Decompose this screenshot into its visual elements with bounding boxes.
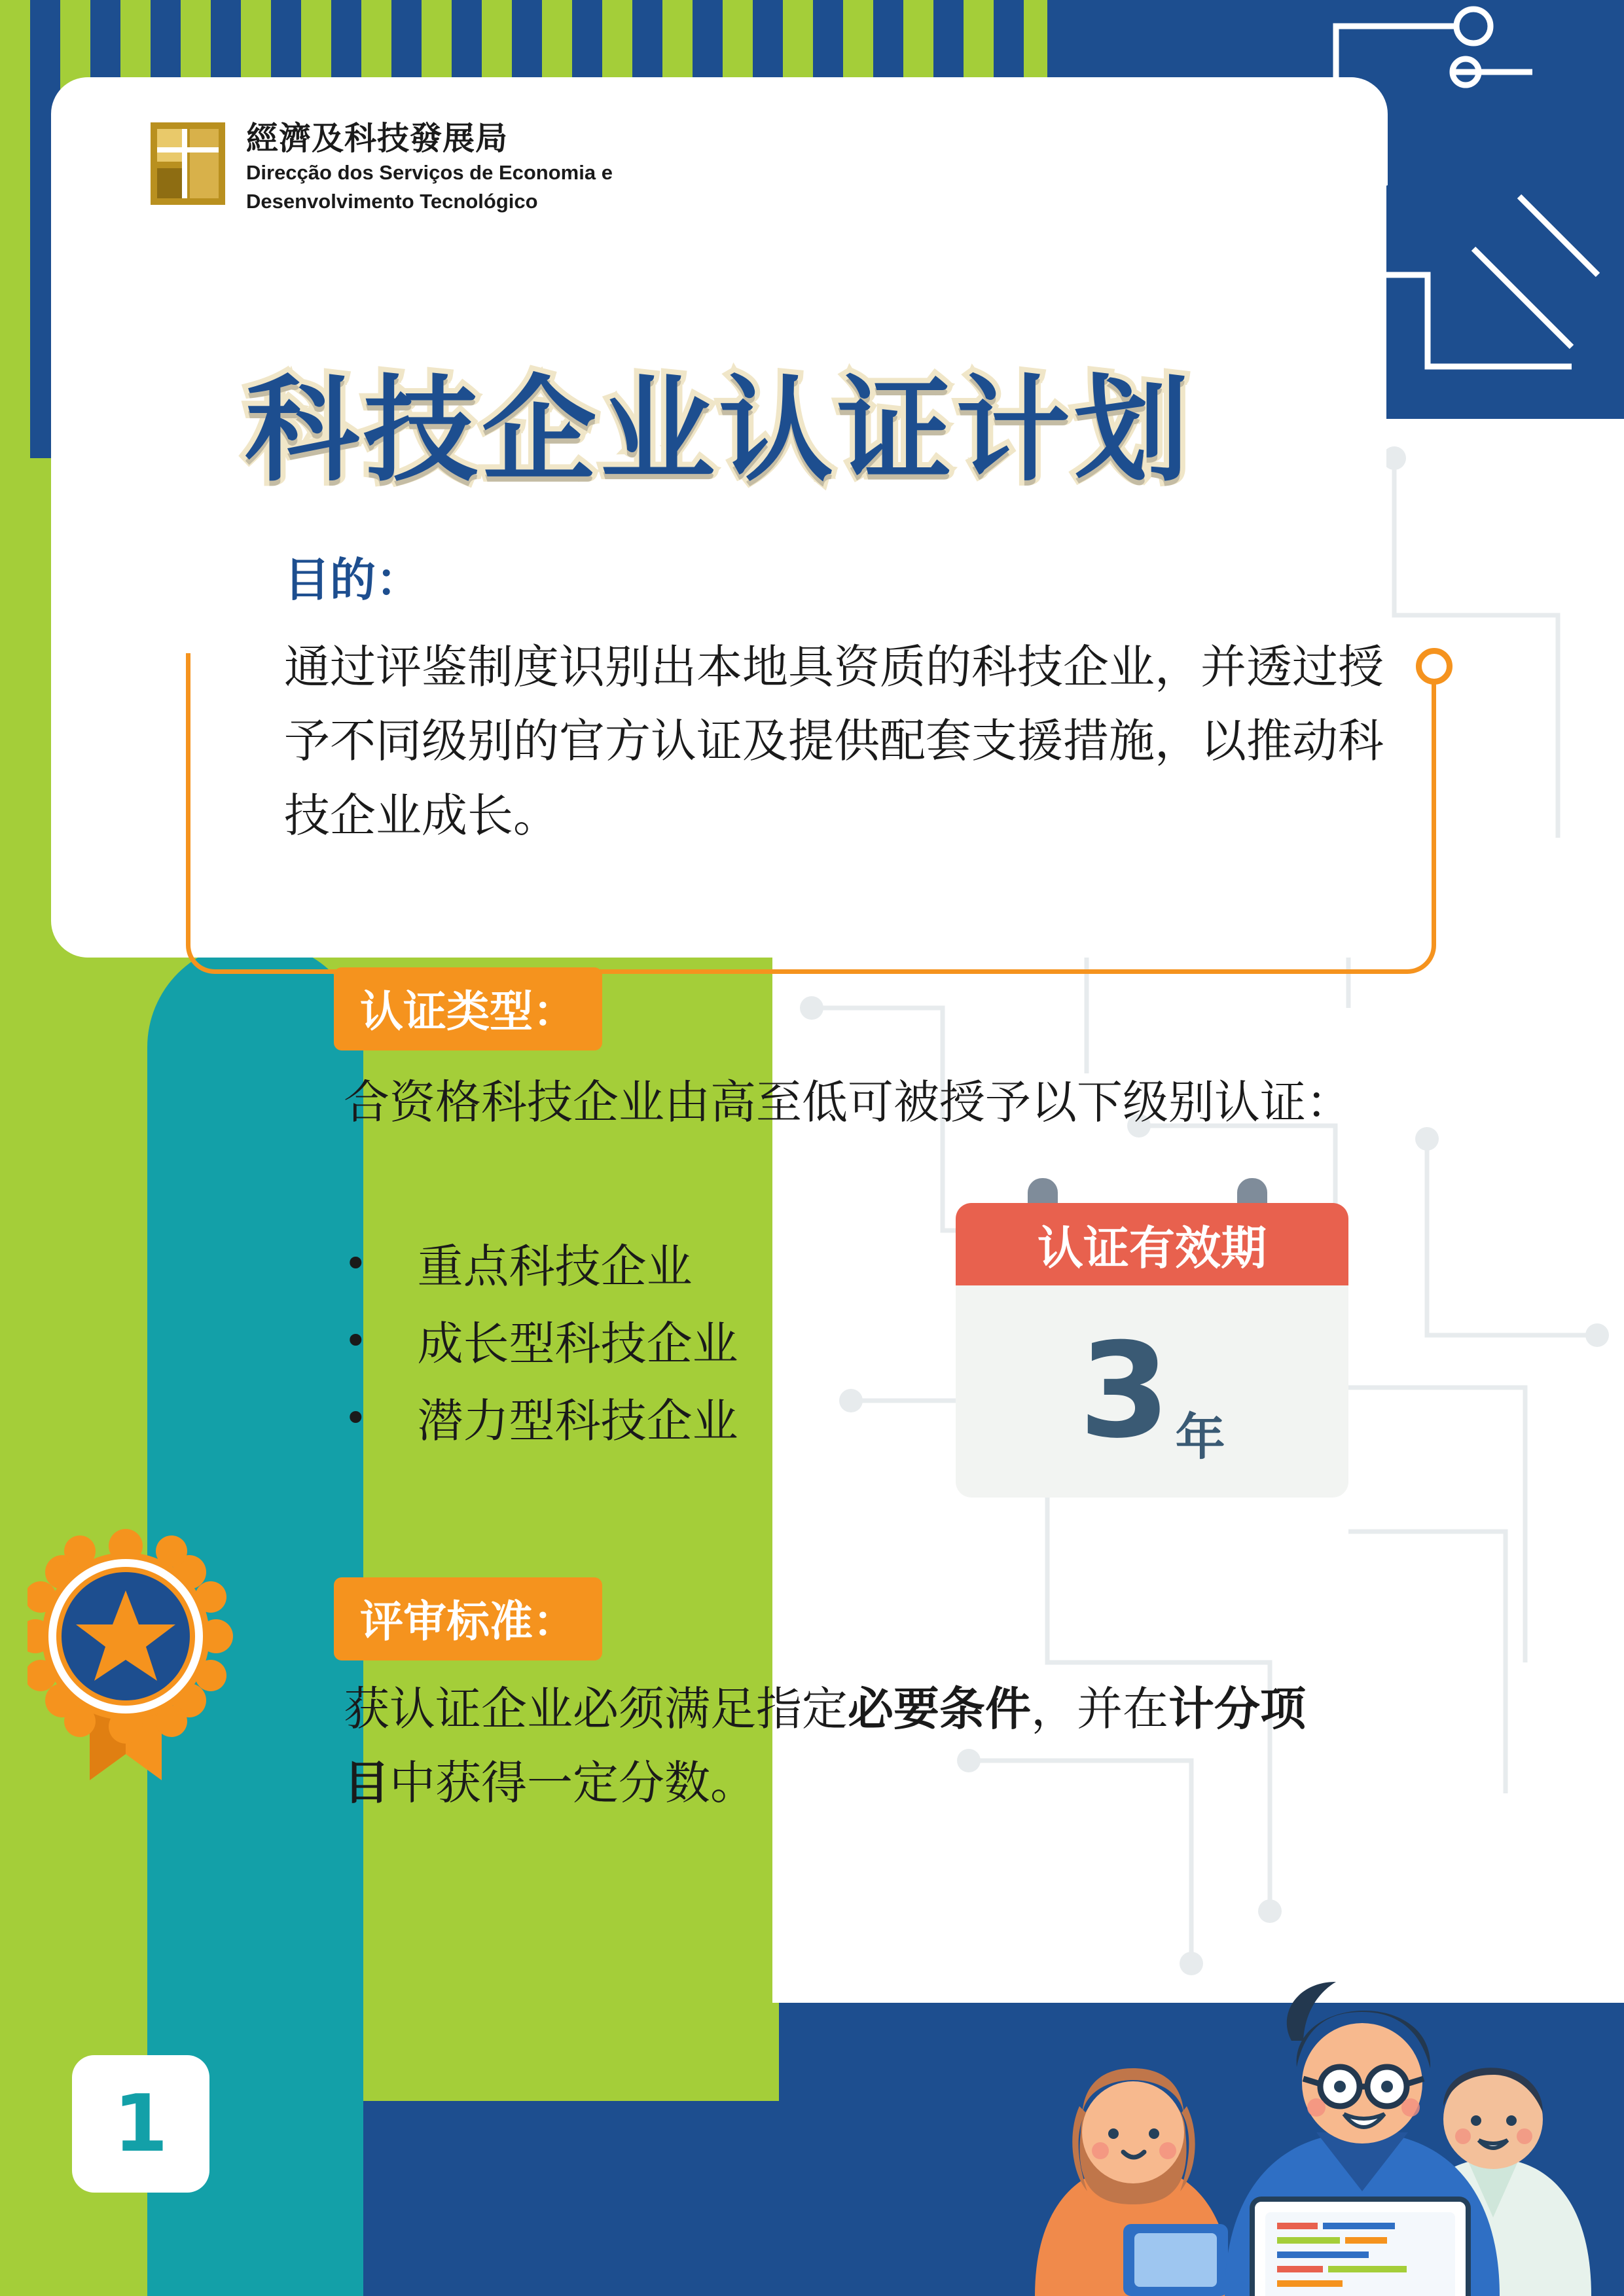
validity-number: 3	[1079, 1315, 1170, 1467]
purpose-underline-dot	[1416, 648, 1453, 685]
list-item-label: 潜力型科技企业	[417, 1394, 738, 1448]
page-number: 1	[72, 2055, 209, 2193]
page-title: 科技企业认证计划	[245, 365, 1193, 497]
bullet-icon: •	[344, 1317, 368, 1365]
three-people-with-laptop-illustration	[1009, 1825, 1611, 2296]
logo-name-pt-line1: Direcção dos Serviços de Economia e	[246, 160, 613, 184]
list-item	[344, 1394, 738, 1448]
criteria-bold-1: 必要条件	[848, 1682, 1031, 1736]
list-item	[344, 1240, 738, 1293]
bullet-icon: •	[344, 1240, 368, 1287]
bullet-icon: •	[344, 1394, 368, 1442]
criteria-bold-2: 计分项目	[344, 1682, 1306, 1810]
cert-types-label: 认证类型：	[334, 967, 602, 1050]
cert-types-list	[344, 1240, 738, 1475]
award-ribbon-icon	[27, 1473, 244, 1820]
criteria-text	[344, 1672, 1312, 1821]
validity-unit: 年	[1175, 1408, 1225, 1466]
card-content-area	[51, 77, 1386, 958]
list-item-label: 成长型科技企业	[417, 1317, 738, 1371]
logo-name-pt-line2: Desenvolvimento Tecnológico	[246, 189, 538, 213]
validity-label: 认证有效期	[956, 1203, 1348, 1285]
list-item	[344, 1317, 738, 1371]
purpose-label: 目的：	[284, 553, 422, 607]
criteria-text-part1: 获认证企业必须满足指定	[344, 1682, 848, 1736]
validity-value	[956, 1285, 1348, 1498]
list-item-label: 重点科技企业	[417, 1240, 693, 1293]
criteria-label: 评审标准：	[334, 1577, 602, 1660]
validity-calendar-badge	[956, 1203, 1348, 1498]
purpose-underline-decor	[186, 653, 1436, 974]
logo-name-zh: 經濟及科技發展局	[246, 120, 509, 157]
cert-types-intro: 合资格科技企业由高至低可被授予以下级别认证：	[344, 1075, 1352, 1129]
background-blue-strip	[363, 2101, 821, 2296]
criteria-text-part3: 中获得一定分数。	[389, 1756, 756, 1810]
criteria-text-part2: ，并在	[1031, 1682, 1168, 1736]
purpose-text: 通过评鉴制度识别出本地具资质的科技企业，并透过授予不同级别的官方认证及提供配套支援措施，以推动科技企业成长。	[284, 640, 1384, 842]
